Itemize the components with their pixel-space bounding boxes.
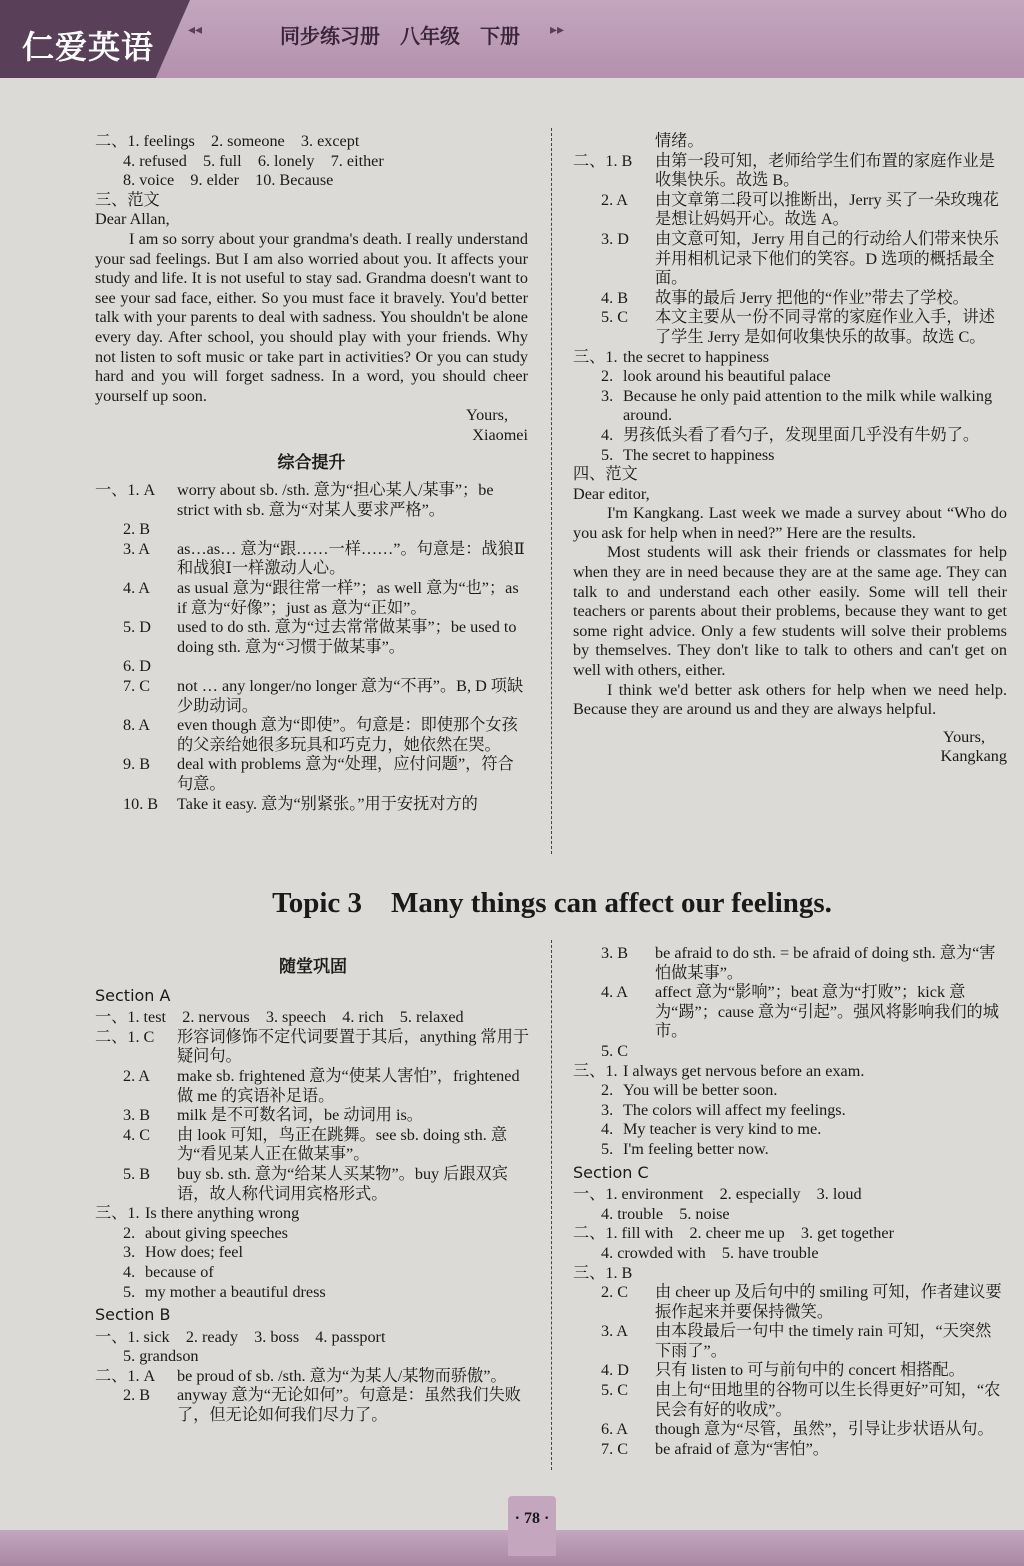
answer-text: because of bbox=[145, 1262, 214, 1281]
answer-number: 9. B bbox=[123, 755, 150, 774]
letter-salutation: Dear editor, bbox=[573, 484, 650, 503]
answer-item bbox=[95, 1204, 531, 1224]
answer-item bbox=[573, 1264, 1007, 1284]
answer-text: 由本段最后一句中 the timely rain 可知，“天突然下雨了”。 bbox=[655, 1322, 992, 1360]
answer-line: 5. grandson bbox=[123, 1347, 199, 1366]
letter-closing: Yours, bbox=[943, 727, 985, 746]
answer-number: 三、1. bbox=[573, 347, 618, 366]
answer-item bbox=[573, 191, 1007, 230]
answer-number: 5. bbox=[123, 1282, 136, 1301]
answer-item bbox=[95, 1126, 531, 1165]
answer-number: 5. bbox=[601, 445, 614, 464]
answer-number: 三、1. bbox=[95, 1204, 140, 1223]
answer-number: 5. C bbox=[601, 1381, 628, 1400]
answer-item bbox=[95, 1028, 531, 1067]
right-column-bottom bbox=[573, 944, 1007, 1459]
right-arrows-icon: ▸▸ bbox=[550, 22, 565, 38]
letter-paragraph: I'm Kangkang. Last week we made a survey about “Who do you ask for help when in need?” Here are the results. bbox=[573, 504, 1007, 542]
answer-text: affect 意为“影响”；beat 意为“打败”；kick 意为“踢”；cause 意为“引起”。强风将影响我们的城市。 bbox=[655, 983, 999, 1041]
answer-item bbox=[573, 367, 1007, 387]
answer-item bbox=[573, 289, 1007, 309]
answer-text: milk 是不可数名词，be 动词用 is。 bbox=[177, 1106, 423, 1125]
answer-item bbox=[573, 1283, 1007, 1322]
answer-item bbox=[95, 755, 528, 794]
answer-number: 5. bbox=[601, 1139, 614, 1158]
answer-text: 男孩低头看了看勺子，发现里面几乎没有牛奶了。 bbox=[623, 425, 980, 444]
answer-text: used to do sth. 意为“过去常常做某事”；be used to doing sth. 意为“习惯于做某事”。 bbox=[177, 618, 517, 656]
topic-title: Topic 3 Many things can affect our feelings. bbox=[272, 887, 832, 919]
answer-item bbox=[95, 677, 528, 716]
answer-text: as usual 意为“跟往常一样”；as well 意为“也”；as if 意为“好像”；just as 意为“正如”。 bbox=[177, 579, 519, 617]
answer-number: 5. D bbox=[123, 618, 151, 637]
page-footer bbox=[0, 1496, 1024, 1566]
answer-text bbox=[655, 1042, 1007, 1062]
answer-text: 由第一段可知，老师给学生们布置的家庭作业是收集快乐。故选 B。 bbox=[655, 151, 995, 190]
answer-number: 2. bbox=[601, 367, 614, 386]
answer-item bbox=[573, 230, 1007, 289]
answer-text: 由文意可知，Jerry 用自己的行动给人们带来快乐并用相机记录下他们的笑容。D 选项的概括最全面。 bbox=[655, 229, 999, 288]
answer-text: look around his beautiful palace bbox=[623, 367, 831, 386]
answer-text: not … any longer/no longer 意为“不再”。B, D 项缺少助动词。 bbox=[177, 677, 524, 715]
left-column-top bbox=[95, 132, 528, 814]
answer-text: 故事的最后 Jerry 把他的“作业”带去了学校。 bbox=[655, 288, 969, 307]
answer-item bbox=[573, 1381, 1007, 1420]
answer-number: 5. C bbox=[601, 1041, 628, 1060]
answer-number: 10. B bbox=[123, 794, 159, 813]
answer-item bbox=[573, 1120, 1007, 1140]
answer-text: 只有 listen to 可与前句中的 concert 相搭配。 bbox=[655, 1361, 965, 1380]
answer-number: 5. B bbox=[123, 1164, 150, 1183]
answer-number: 3. A bbox=[601, 1322, 628, 1341]
answer-number: 6. D bbox=[123, 657, 151, 676]
answer-item bbox=[95, 716, 528, 755]
answer-item bbox=[95, 795, 528, 815]
letter-salutation: Dear Allan, bbox=[95, 210, 170, 229]
book-title: 同步练习册 八年级 下册 bbox=[280, 24, 520, 48]
answer-number: 4. B bbox=[601, 288, 628, 307]
answer-item bbox=[95, 1224, 531, 1244]
letter-body: I am so sorry about your grandma's death. I really understand your sad feelings. But I am also worried about you. It affects your study and life. It is not useful to stay sad. Grandma doesn't want to see your sad face, either. So you must face it bravely. You'd better talk with your parents to deal with sadness. You shouldn't be alone every day. After school, you should play with your friends. Why not listen to soft music or take part in activities? Or you can study hard and you will forget sadness. In a word, you should cheer yourself up soon. bbox=[95, 229, 528, 405]
answer-text: I always get nervous before an exam. bbox=[623, 1061, 865, 1080]
answer-number: 三、1. B bbox=[573, 1263, 633, 1282]
answer-number: 7. C bbox=[123, 677, 150, 696]
section-heading: 随堂巩固 bbox=[279, 957, 347, 977]
answer-text: make sb. frightened 意为“使某人害怕”，frightened 做 me 的宾语补足语。 bbox=[177, 1066, 520, 1105]
answer-item bbox=[95, 1067, 531, 1106]
answer-number: 2. B bbox=[123, 520, 150, 539]
answer-number: 2. B bbox=[123, 1386, 150, 1405]
answer-number: 2. bbox=[123, 1223, 136, 1242]
answer-text: You will be better soon. bbox=[623, 1081, 778, 1100]
answer-text: The secret to happiness bbox=[623, 445, 775, 464]
answer-item bbox=[573, 1440, 1007, 1460]
answer-item bbox=[573, 446, 1007, 466]
answer-number: 4. A bbox=[123, 579, 150, 598]
answer-line: 情绪。 bbox=[655, 132, 704, 150]
answer-text bbox=[655, 1264, 1007, 1284]
answer-item bbox=[573, 308, 1007, 347]
answer-item bbox=[95, 657, 528, 677]
answer-text: my mother a beautiful dress bbox=[145, 1282, 326, 1301]
answer-number: 4. bbox=[123, 1262, 136, 1281]
answer-number: 4. bbox=[601, 425, 614, 444]
answer-item bbox=[95, 520, 528, 540]
answer-text: 由上句“田地里的谷物可以生长得更好”可知，“农民会有好的收成”。 bbox=[655, 1381, 1001, 1419]
answer-number: 3. bbox=[601, 1100, 614, 1119]
answer-number: 3. D bbox=[601, 229, 629, 248]
answer-item bbox=[95, 1367, 531, 1387]
answer-text: worry about sb. /sth. 意为“担心某人/某事”；be strict with sb. 意为“对某人要求严格”。 bbox=[177, 481, 494, 519]
answer-item bbox=[573, 387, 1007, 426]
section-label: Section B bbox=[95, 1305, 171, 1325]
answer-line: 一、1. sick 2. ready 3. boss 4. passport bbox=[95, 1327, 386, 1346]
answer-line: 一、1. test 2. nervous 3. speech 4. rich 5. relaxed bbox=[95, 1008, 464, 1027]
answer-text: 形容词修饰不定代词要置于其后，anything 常用于疑问句。 bbox=[177, 1027, 530, 1066]
section-label: Section C bbox=[573, 1162, 649, 1182]
letter-paragraph: Most students will ask their friends or classmates for help when they are in need because they are at the same age. They can talk to and understand each other easily. Some will tell their teachers or parents about their problems, because they want to get some right advice. Only a few students will solve their problems by themselves. They don't like to talk to others and can't get on well with others, either. bbox=[573, 543, 1007, 680]
answer-text: though 意为“尽管，虽然”，引导让步状语从句。 bbox=[655, 1420, 994, 1439]
answer-line: 二、1. fill with 2. cheer me up 3. get together bbox=[573, 1224, 894, 1243]
answer-number: 三、1. bbox=[573, 1061, 618, 1080]
answer-number: 4. C bbox=[123, 1125, 150, 1144]
answer-item bbox=[95, 540, 528, 579]
answer-text: deal with problems 意为“处理，应付问题”，符合句意。 bbox=[177, 755, 514, 793]
essay-heading: 四、范文 bbox=[573, 465, 638, 484]
answer-number: 一、1. A bbox=[95, 481, 156, 500]
answer-number: 2. A bbox=[123, 1066, 150, 1085]
answer-text: 本文主要从一份不同寻常的家庭作业入手，讲述了学生 Jerry 是如何收集快乐的故事。故选 C。 bbox=[655, 308, 995, 346]
answer-text: anyway 意为“无论如何”。句意是：虽然我们失败了，但无论如何我们尽力了。 bbox=[177, 1386, 521, 1425]
answer-item bbox=[573, 1062, 1007, 1082]
answer-text: even though 意为“即使”。句意是：即使那个女孩的父亲给她很多玩具和巧克力，她依然在哭。 bbox=[177, 716, 518, 754]
answer-number: 3. B bbox=[601, 944, 628, 962]
answer-text: 由 cheer up 及后句中的 smiling 可知，作者建议要振作起来并要保持微笑。 bbox=[655, 1283, 1002, 1321]
left-column-bottom bbox=[95, 950, 531, 1426]
answer-text bbox=[177, 657, 528, 677]
answer-text: My teacher is very kind to me. bbox=[623, 1120, 822, 1139]
page-number: · 78 · bbox=[514, 1510, 550, 1527]
answer-text: buy sb. sth. 意为“给某人买某物”。buy 后跟双宾语，故人称代词用宾格形式。 bbox=[177, 1164, 508, 1203]
answer-item bbox=[95, 1106, 531, 1126]
answer-text: be afraid of 意为“害怕”。 bbox=[655, 1439, 829, 1458]
answer-line: 8. voice 9. elder 10. Because bbox=[123, 171, 334, 190]
answer-item bbox=[95, 1386, 531, 1425]
letter-signature: Kangkang bbox=[940, 747, 1007, 766]
answer-text: 由文章第二段可以推断出，Jerry 买了一朵玫瑰花是想让妈妈开心。故选 A。 bbox=[655, 190, 999, 229]
letter-closing: Yours, bbox=[466, 406, 508, 425]
page-header bbox=[0, 0, 1024, 78]
answer-number: 二、1. B bbox=[573, 151, 633, 170]
letter-signature: Xiaomei bbox=[472, 425, 528, 444]
answer-number: 7. C bbox=[601, 1439, 628, 1458]
answer-item bbox=[573, 426, 1007, 446]
answer-number: 4. bbox=[601, 1120, 614, 1139]
answer-item bbox=[573, 1420, 1007, 1440]
section-heading: 综合提升 bbox=[277, 452, 346, 473]
answer-number: 4. D bbox=[601, 1361, 629, 1380]
answer-item bbox=[573, 1140, 1007, 1160]
answer-item bbox=[573, 1361, 1007, 1381]
answer-text: Is there anything wrong bbox=[145, 1204, 300, 1223]
answer-text: Because he only paid attention to the milk while walking around. bbox=[623, 386, 993, 425]
answer-item bbox=[95, 1283, 531, 1303]
answer-item bbox=[573, 1322, 1007, 1361]
section-label: Section A bbox=[95, 985, 171, 1005]
answer-text: 由 look 可知，鸟正在跳舞。see sb. doing sth. 意为“看见某人正在做某事”。 bbox=[177, 1125, 508, 1164]
answer-number: 3. A bbox=[123, 539, 150, 558]
answer-number: 2. A bbox=[601, 190, 628, 209]
answer-item bbox=[573, 944, 1007, 983]
column-divider-top bbox=[551, 128, 552, 854]
answer-number: 二、1. C bbox=[95, 1027, 155, 1046]
left-arrows-icon: ◂◂ bbox=[188, 22, 203, 38]
answer-text: Take it easy. 意为“别紧张。”用于安抚对方的 bbox=[177, 794, 478, 813]
answer-text: the secret to happiness bbox=[623, 347, 770, 366]
answer-line: 一、1. environment 2. especially 3. loud bbox=[573, 1185, 862, 1204]
answer-text: The colors will affect my feelings. bbox=[623, 1100, 846, 1119]
answer-number: 8. A bbox=[123, 716, 150, 735]
answer-number: 3. B bbox=[123, 1106, 150, 1125]
answer-number: 6. A bbox=[601, 1420, 628, 1439]
answer-item bbox=[573, 1081, 1007, 1101]
answer-line: 二、1. feelings 2. someone 3. except bbox=[95, 132, 360, 150]
answer-text: be proud of sb. /sth. 意为“为某人/某物而骄傲”。 bbox=[177, 1366, 507, 1385]
answer-item bbox=[95, 1263, 531, 1283]
answer-text: about giving speeches bbox=[145, 1223, 288, 1242]
answer-line: 4. refused 5. full 6. lonely 7. either bbox=[123, 151, 384, 170]
answer-text: How does; feel bbox=[145, 1243, 243, 1262]
answer-item bbox=[573, 1101, 1007, 1121]
answer-number: 2. C bbox=[601, 1283, 628, 1302]
answer-number: 3. bbox=[123, 1243, 136, 1262]
answer-item bbox=[573, 152, 1007, 191]
answer-item bbox=[573, 1042, 1007, 1062]
answer-item bbox=[95, 1165, 531, 1204]
answer-number: 4. A bbox=[601, 983, 628, 1002]
answer-item bbox=[95, 579, 528, 618]
answer-line: 三、范文 bbox=[95, 190, 160, 209]
answer-item bbox=[95, 481, 528, 520]
answer-text: as…as… 意为“跟……一样……”。句意是：战狼Ⅱ和战狼Ⅰ一样激动人心。 bbox=[177, 539, 525, 578]
right-column-top bbox=[573, 132, 1007, 767]
answer-line: 4. crowded with 5. have trouble bbox=[601, 1243, 819, 1262]
answer-number: 3. bbox=[601, 386, 614, 405]
answer-number: 5. C bbox=[601, 308, 628, 327]
answer-number: 2. bbox=[601, 1081, 614, 1100]
answer-item bbox=[95, 618, 528, 657]
answer-text bbox=[177, 520, 528, 540]
column-divider-bottom bbox=[551, 940, 552, 1470]
answer-line: 4. trouble 5. noise bbox=[601, 1204, 730, 1223]
answer-text: I'm feeling better now. bbox=[623, 1139, 769, 1158]
brand-logo: 仁爱英语 bbox=[22, 28, 155, 66]
answer-item bbox=[573, 348, 1007, 368]
letter-paragraph: I think we'd better ask others for help when we need help. Because they are around us and they are always helpful. bbox=[573, 680, 1007, 719]
answer-text: be afraid to do sth. = be afraid of doing sth. 意为“害怕做某事”。 bbox=[655, 944, 996, 982]
answer-item bbox=[573, 983, 1007, 1042]
answer-item bbox=[95, 1243, 531, 1263]
answer-number: 二、1. A bbox=[95, 1366, 156, 1385]
